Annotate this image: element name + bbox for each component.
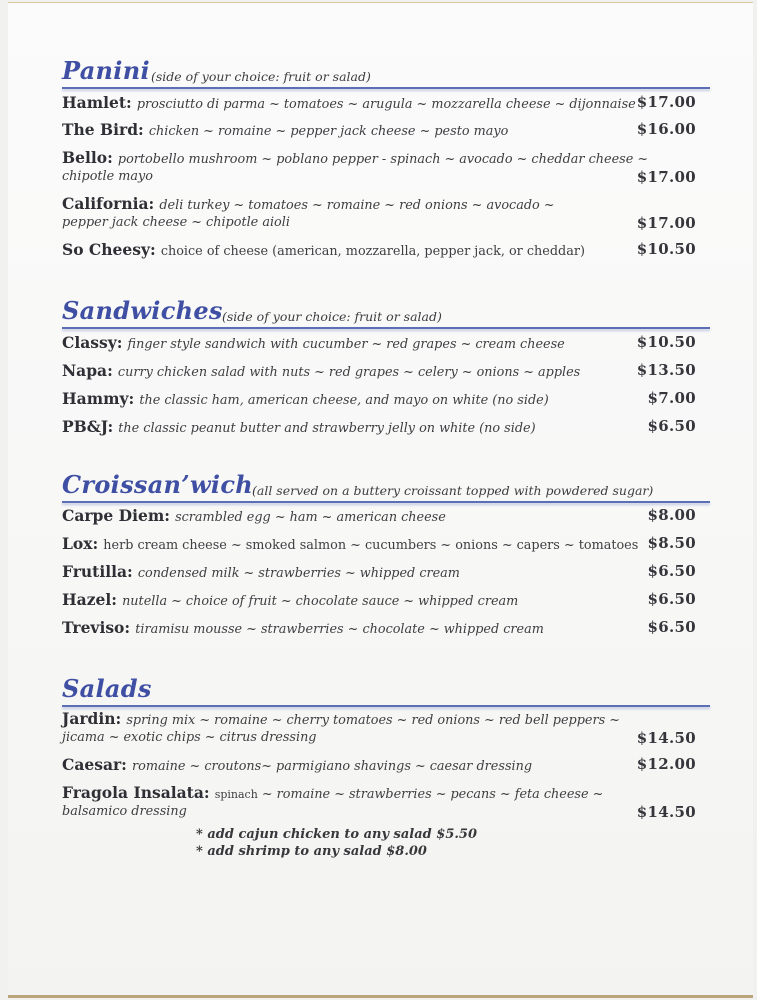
menu-item <box>62 120 710 139</box>
section-sandwiches <box>62 293 710 327</box>
menu-item <box>62 148 710 186</box>
item-price: $6.50 <box>647 618 696 636</box>
item-name: So Cheesy: <box>62 240 156 259</box>
item-description-cont: jicama ~ exotic chips ~ citrus dressing <box>62 730 317 745</box>
section-title: Sandwiches <box>62 296 223 325</box>
menu-item <box>62 618 710 637</box>
item-description-cont: balsamico dressing <box>62 804 187 819</box>
item-description: choice of cheese (american, mozzarella, pepper jack, or cheddar) <box>160 244 585 259</box>
section-note: (side of your choice: fruit or salad) <box>151 69 371 84</box>
item-price: $17.00 <box>636 93 696 111</box>
item-price: $14.50 <box>636 803 696 821</box>
item-name: California: <box>62 194 155 213</box>
item-description: spring mix ~ romaine ~ cherry tomatoes ~ red onions ~ red bell peppers ~ <box>126 713 620 728</box>
menu-item <box>62 783 710 821</box>
item-name: PB&J: <box>62 417 114 436</box>
section-header <box>62 671 710 705</box>
item-price: $8.00 <box>647 506 696 524</box>
item-description: curry chicken salad with nuts ~ red grapes ~ celery ~ onions ~ apples <box>117 365 581 380</box>
item-description-prefix: spinach <box>214 788 258 801</box>
item-name: Hamlet: <box>62 93 132 112</box>
menu-item <box>62 361 710 380</box>
section-header <box>62 293 710 327</box>
addon-note: * add cajun chicken to any salad $5.50 <box>196 827 477 842</box>
item-price: $17.00 <box>636 214 696 232</box>
item-description: nutella ~ choice of fruit ~ chocolate sauce ~ whipped cream <box>122 594 519 609</box>
item-price: $6.50 <box>647 417 696 435</box>
section-header <box>62 467 710 501</box>
menu-item <box>62 389 710 408</box>
item-price: $8.50 <box>647 534 696 552</box>
menu-item <box>62 240 710 259</box>
section-title: Croissan’wich <box>62 470 253 499</box>
item-description: the classic peanut butter and strawberry jelly on white (no side) <box>118 421 536 436</box>
section-title: Panini <box>62 56 150 85</box>
item-description: deli turkey ~ tomatoes ~ romaine ~ red onions ~ avocado ~ <box>159 198 555 213</box>
item-price: $10.50 <box>636 240 696 258</box>
item-name: Carpe Diem: <box>62 506 170 525</box>
item-name: Hazel: <box>62 590 117 609</box>
item-description: portobello mushroom ~ poblano pepper - spinach ~ avocado ~ cheddar cheese ~ <box>117 152 649 167</box>
menu-item <box>62 417 710 436</box>
menu-item <box>62 333 710 352</box>
item-price: $16.00 <box>636 120 696 138</box>
section-divider <box>62 87 710 89</box>
item-price: $6.50 <box>647 590 696 608</box>
item-name: Fragola Insalata: <box>62 783 210 802</box>
item-description-cont: chipotle mayo <box>62 169 153 184</box>
item-description: condensed milk ~ strawberries ~ whipped cream <box>137 566 460 581</box>
section-header <box>62 53 710 87</box>
item-price: $10.50 <box>636 333 696 351</box>
section-salads <box>62 671 710 705</box>
item-name: Bello: <box>62 148 113 167</box>
item-name: Classy: <box>62 333 123 352</box>
section-title: Salads <box>62 674 152 703</box>
item-price: $6.50 <box>647 562 696 580</box>
item-name: Treviso: <box>62 618 131 637</box>
item-description: tiramisu mousse ~ strawberries ~ chocolate ~ whipped cream <box>135 622 544 637</box>
item-name: Jardin: <box>62 709 122 728</box>
item-description-cont: pepper jack cheese ~ chipotle aioli <box>62 215 290 230</box>
section-note: (side of your choice: fruit or salad) <box>222 309 442 324</box>
item-name: The Bird: <box>62 120 144 139</box>
menu-item <box>62 506 710 525</box>
menu-item <box>62 534 710 553</box>
item-description: finger style sandwich with cucumber ~ red grapes ~ cream cheese <box>127 337 565 352</box>
item-name: Lox: <box>62 534 99 553</box>
menu-item <box>62 194 710 232</box>
item-description: romaine ~ croutons~ parmigiano shavings ~ caesar dressing <box>132 759 533 774</box>
item-price: $12.00 <box>636 755 696 773</box>
item-price: $7.00 <box>647 389 696 407</box>
item-name: Napa: <box>62 361 113 380</box>
item-name: Caesar: <box>62 755 127 774</box>
item-name: Frutilla: <box>62 562 133 581</box>
item-description: the classic ham, american cheese, and mayo on white (no side) <box>139 393 549 408</box>
menu-item <box>62 590 710 609</box>
item-price: $13.50 <box>636 361 696 379</box>
menu-item <box>62 562 710 581</box>
section-divider <box>62 327 710 329</box>
item-name: Hammy: <box>62 389 135 408</box>
section-note: (all served on a buttery croissant topped with powdered sugar) <box>252 483 654 498</box>
item-price: $14.50 <box>636 729 696 747</box>
section-panini <box>62 53 710 87</box>
section-divider <box>62 501 710 503</box>
item-description: ~ romaine ~ strawberries ~ pecans ~ feta cheese ~ <box>257 787 604 802</box>
addon-note: * add shrimp to any salad $8.00 <box>196 844 427 859</box>
item-description: herb cream cheese ~ smoked salmon ~ cucumbers ~ onions ~ capers ~ tomatoes <box>103 538 639 553</box>
item-description: scrambled egg ~ ham ~ american cheese <box>175 510 446 525</box>
menu-item <box>62 755 710 774</box>
menu-item <box>62 93 710 112</box>
section-croissanwich <box>62 467 710 501</box>
item-price: $17.00 <box>636 168 696 186</box>
section-divider <box>62 705 710 707</box>
item-description: chicken ~ romaine ~ pepper jack cheese ~ pesto mayo <box>148 124 509 139</box>
menu-item <box>62 709 710 747</box>
item-description: prosciutto di parma ~ tomatoes ~ arugula ~ mozzarella cheese ~ dijonnaise <box>136 97 636 112</box>
menu-page <box>8 2 753 998</box>
